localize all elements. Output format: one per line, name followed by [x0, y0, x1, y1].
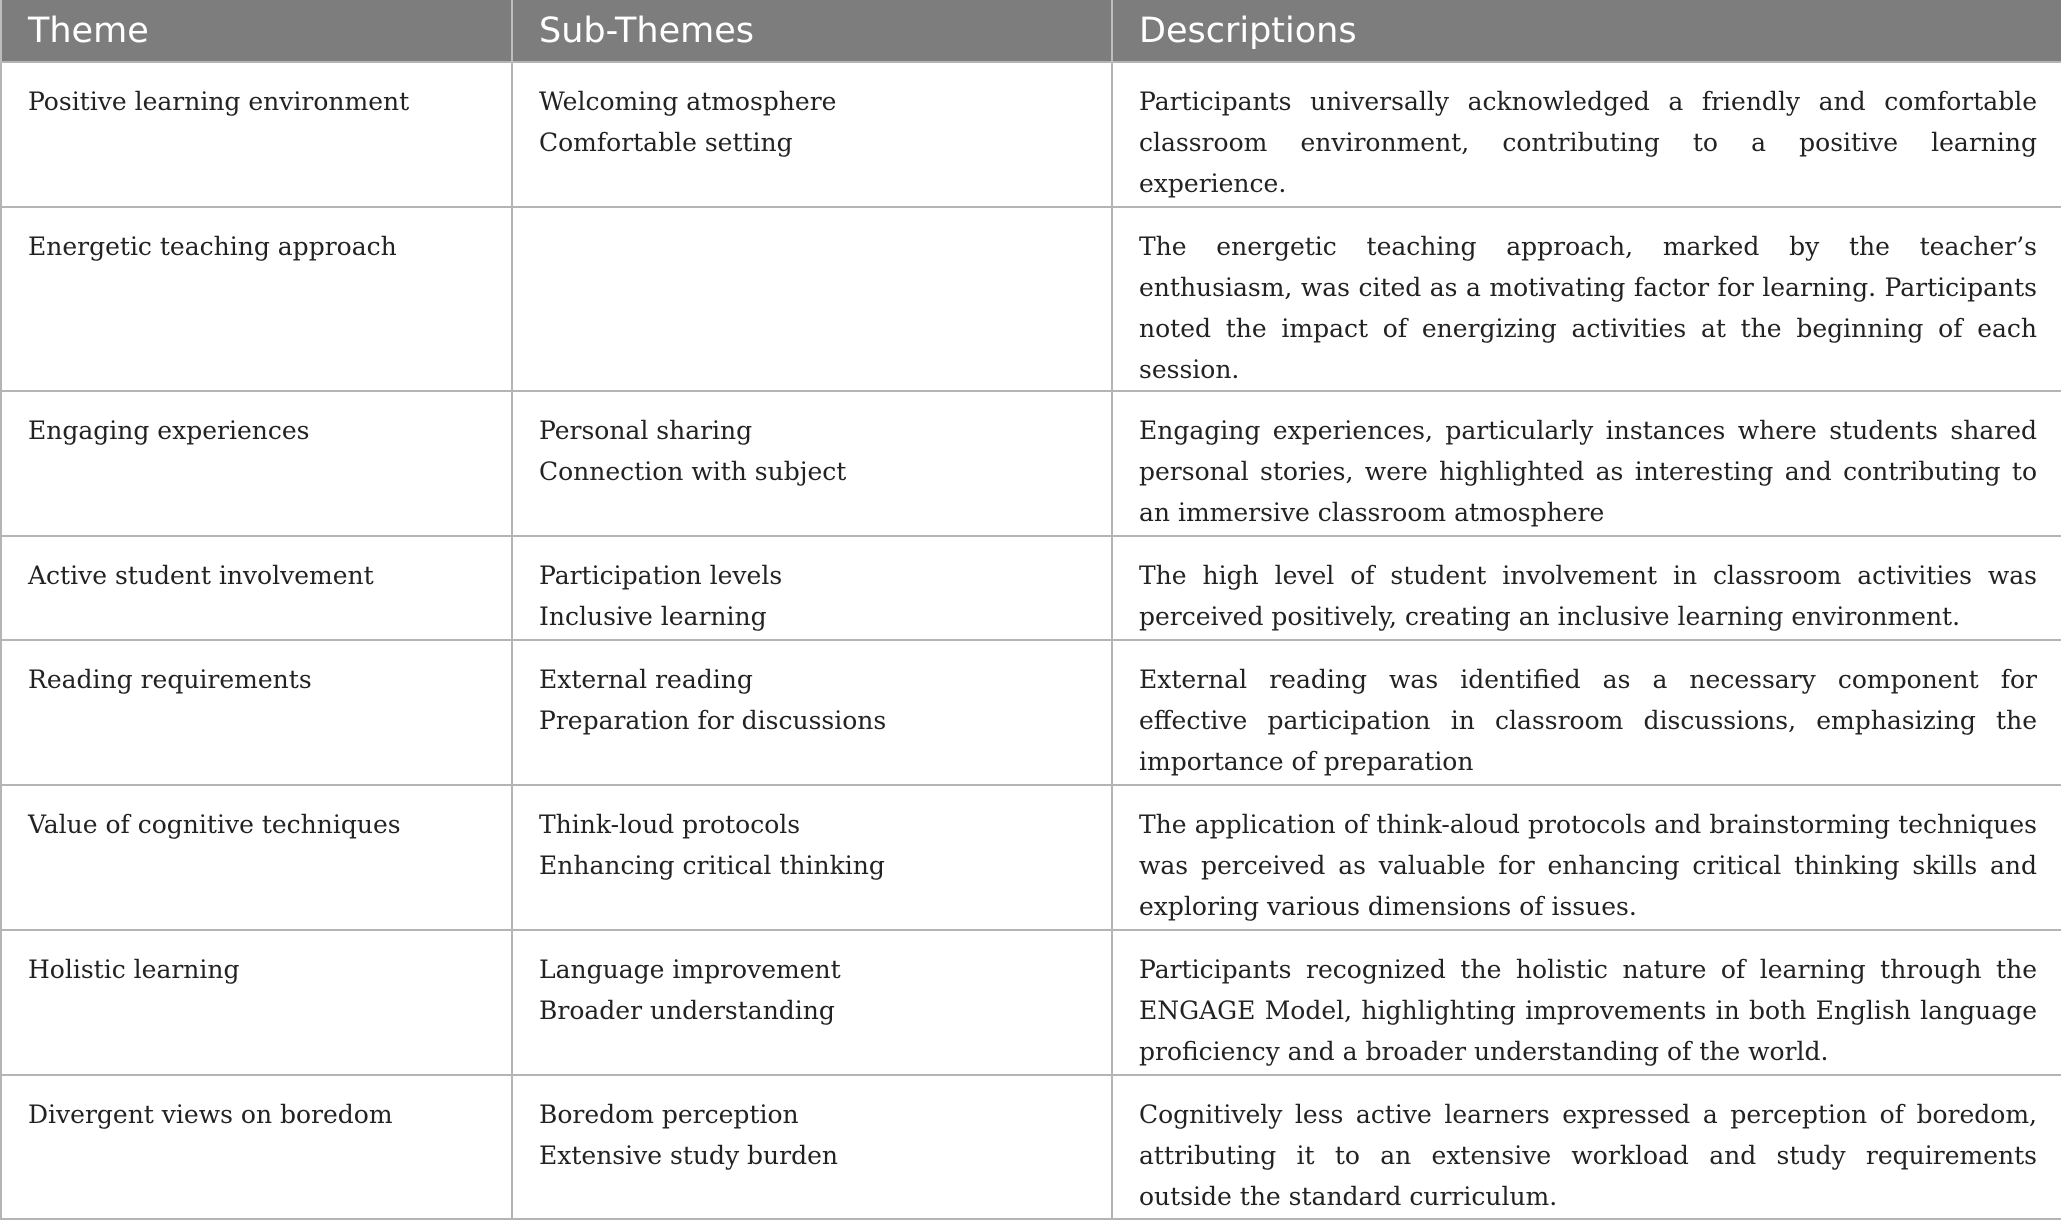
theme-cell: Divergent views on boredom: [1, 1075, 512, 1219]
subtheme-item: Extensive study burden: [539, 1141, 838, 1170]
subtheme-item: Enhancing critical thinking: [539, 851, 885, 880]
description-cell: External reading was identified as a necessary component for effective participation in classroom discussions, emphasizing the importance of preparation: [1112, 640, 2061, 785]
description-cell: Participants universally acknowledged a friendly and comfortable classroom environment, contributing to a positive learning experience.: [1112, 62, 2061, 207]
header-row: [1, 0, 2061, 62]
table-row: [1, 207, 2061, 391]
subtheme-item: Preparation for discussions: [539, 706, 887, 735]
subtheme-item: Inclusive learning: [539, 602, 767, 631]
theme-cell: Active student involvement: [1, 536, 512, 640]
theme-cell: Value of cognitive techniques: [1, 785, 512, 930]
subtheme-item: Personal sharing: [539, 416, 753, 445]
subtheme-item: Boredom perception: [539, 1100, 799, 1129]
table-row: [1, 640, 2061, 785]
description-cell: The energetic teaching approach, marked by the teacher’s enthusiasm, was cited as a motivating factor for learning. Participants noted the impact of energizing activities at the beginning of each session.: [1112, 207, 2061, 391]
theme-cell: Holistic learning: [1, 930, 512, 1075]
description-cell: Cognitively less active learners expressed a perception of boredom, attributing it to an extensive workload and study requirements outside the standard curriculum.: [1112, 1075, 2061, 1219]
description-cell: Participants recognized the holistic nature of learning through the ENGAGE Model, highlighting improvements in both English language proficiency and a broader understanding of the world.: [1112, 930, 2061, 1075]
table-row: [1, 785, 2061, 930]
theme-cell: Reading requirements: [1, 640, 512, 785]
description-cell: The high level of student involvement in classroom activities was perceived positively, creating an inclusive learning environment.: [1112, 536, 2061, 640]
table-row: [1, 1075, 2061, 1219]
subtheme-item: Connection with subject: [539, 457, 847, 486]
subthemes-cell: [512, 207, 1112, 391]
header-descriptions: Descriptions: [1112, 0, 2061, 62]
theme-cell: Energetic teaching approach: [1, 207, 512, 391]
subtheme-item: Participation levels: [539, 561, 783, 590]
subthemes-cell: [512, 640, 1112, 785]
header-sub-themes: Sub-Themes: [512, 0, 1112, 62]
subtheme-item: Think-loud protocols: [539, 810, 801, 839]
table-row: [1, 930, 2061, 1075]
subthemes-cell: [512, 62, 1112, 207]
subthemes-cell: [512, 1075, 1112, 1219]
theme-cell: Positive learning environment: [1, 62, 512, 207]
description-cell: Engaging experiences, particularly instances where students shared personal stories, were highlighted as interesting and contributing to an immersive classroom atmosphere: [1112, 391, 2061, 536]
subthemes-cell: [512, 536, 1112, 640]
table-row: [1, 62, 2061, 207]
subtheme-item: Language improvement: [539, 955, 841, 984]
table-row: [1, 536, 2061, 640]
subtheme-item: Comfortable setting: [539, 128, 793, 157]
theme-cell: Engaging experiences: [1, 391, 512, 536]
subtheme-item: Welcoming atmosphere: [539, 87, 837, 116]
subtheme-item: External reading: [539, 665, 753, 694]
subthemes-cell: [512, 785, 1112, 930]
header-theme: Theme: [1, 0, 512, 62]
table-row: [1, 391, 2061, 536]
subthemes-cell: [512, 391, 1112, 536]
subtheme-item: Broader understanding: [539, 996, 835, 1025]
description-cell: The application of think-aloud protocols and brainstorming techniques was perceived as valuable for enhancing critical thinking skills and exploring various dimensions of issues.: [1112, 785, 2061, 930]
subthemes-cell: [512, 930, 1112, 1075]
